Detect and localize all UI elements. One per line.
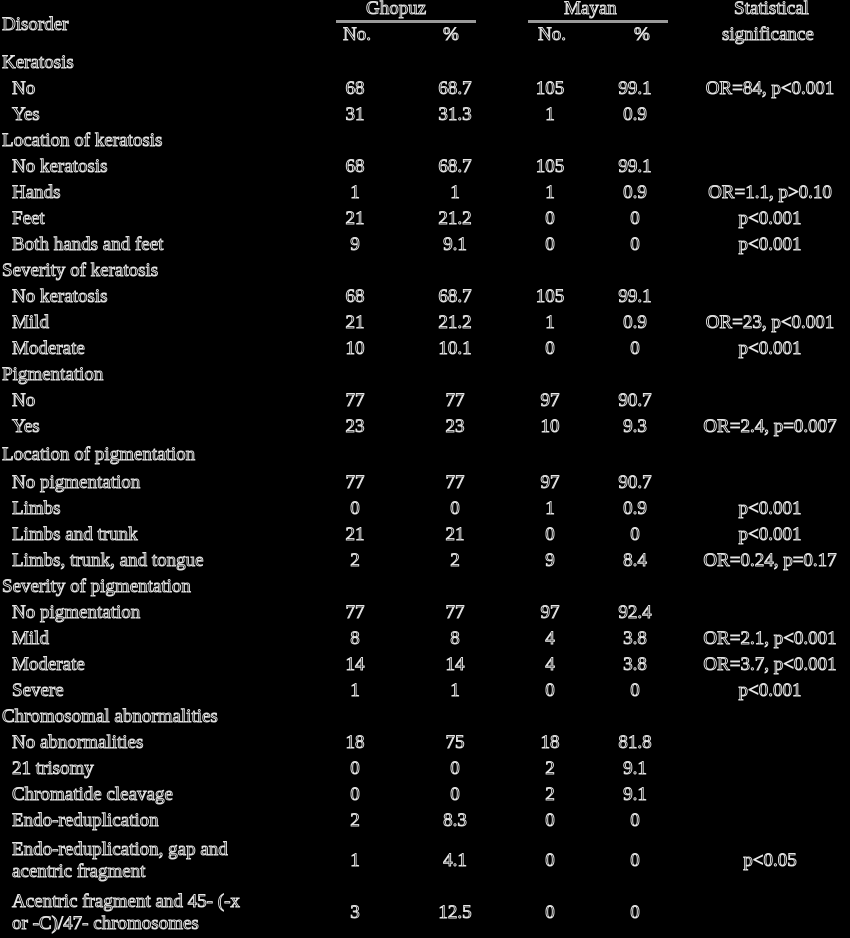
section-label: Location of keratosis [2,130,163,151]
ghopuz-no-cell: 3 [350,902,360,923]
mayan-no-cell: 0 [545,680,555,701]
significance-cell: p<0.05 [743,850,797,871]
ghopuz-pct-cell: 1 [450,182,460,203]
mayan-no-cell: 1 [545,182,555,203]
row-label-line2: acentric fragment [12,861,146,882]
significance-cell: p<0.001 [738,338,802,359]
ghopuz-no-cell: 77 [345,390,365,411]
table-row [0,756,850,782]
ghopuz-no-cell: 8 [350,628,360,649]
significance-cell: OR=1.1, p>0.10 [708,182,832,203]
ghopuz-pct-cell: 0 [450,498,460,519]
ghopuz-no-cell: 10 [345,338,365,359]
mayan-no-cell: 105 [535,78,565,99]
row-label: Chromatide cleavage [12,784,173,805]
mayan-no-cell: 105 [535,286,565,307]
section-label: Location of pigmentation [2,444,196,465]
ghopuz-pct-cell: 77 [445,390,465,411]
mayan-no-cell: 97 [540,390,560,411]
row-label: Hands [12,182,61,203]
ghopuz-pct-cell: 14 [445,654,465,675]
section-header-row [0,704,850,730]
header-mayan-pct: % [634,24,650,45]
ghopuz-pct-cell: 68.7 [438,286,472,307]
table-row [0,600,850,626]
row-label-line1: Acentric fragment and 45- (-x [12,891,240,912]
ghopuz-no-cell: 14 [345,654,365,675]
mayan-no-cell: 1 [545,498,555,519]
significance-cell: OR=2.1, p<0.001 [703,628,837,649]
section-label: Pigmentation [2,364,104,385]
ghopuz-pct-cell: 1 [450,680,460,701]
row-label: Feet [12,208,45,229]
ghopuz-pct-cell: 21 [445,524,465,545]
row-label: Limbs and trunk [12,524,138,545]
ghopuz-no-cell: 0 [350,498,360,519]
ghopuz-no-cell: 1 [350,182,360,203]
mayan-pct-cell: 0 [630,850,640,871]
table-row [0,232,850,258]
row-label: Moderate [12,654,85,675]
row-label: Endo-reduplication [12,810,159,831]
mayan-no-cell: 4 [545,654,555,675]
section-label: Keratosis [2,52,74,73]
ghopuz-no-cell: 21 [345,524,365,545]
ghopuz-no-cell: 77 [345,602,365,623]
mayan-pct-cell: 99.1 [618,78,652,99]
ghopuz-pct-cell: 77 [445,602,465,623]
row-label [12,891,240,935]
section-header-row [0,574,850,600]
mayan-no-cell: 10 [540,416,560,437]
mayan-no-cell: 97 [540,602,560,623]
table-row [0,154,850,180]
row-label-line2: or -C)/47- chromosomes [12,913,199,934]
ghopuz-no-cell: 9 [350,234,360,255]
ghopuz-pct-cell: 12.5 [438,902,472,923]
ghopuz-pct-cell: 68.7 [438,156,472,177]
mayan-pct-cell: 0.9 [623,498,647,519]
ghopuz-pct-cell: 23 [445,416,465,437]
row-label: No keratosis [12,286,108,307]
table-row [0,626,850,652]
row-label: 21 trisomy [12,758,94,779]
table-row [0,652,850,678]
ghopuz-pct-cell: 10.1 [438,338,472,359]
ghopuz-no-cell: 1 [350,680,360,701]
mayan-pct-cell: 3.8 [623,628,647,649]
row-label: No pigmentation [12,472,141,493]
mayan-no-cell: 105 [535,156,565,177]
header-rule-ghopuz [336,20,476,23]
header-disorder: Disorder [2,14,69,35]
mayan-pct-cell: 0 [630,902,640,923]
ghopuz-pct-cell: 2 [450,550,460,571]
row-label: Limbs, trunk, and tongue [12,550,204,571]
header-ghopuz-no: No. [343,24,371,45]
mayan-pct-cell: 0 [630,208,640,229]
row-label: Limbs [12,498,61,519]
row-label: Yes [12,104,40,125]
significance-cell: p<0.001 [738,234,802,255]
ghopuz-no-cell: 77 [345,472,365,493]
table-row [0,414,850,440]
table-row [0,310,850,336]
section-header-row [0,258,850,284]
row-label [12,839,228,883]
row-label: Mild [12,628,49,649]
ghopuz-pct-cell: 31.3 [438,104,472,125]
mayan-no-cell: 0 [545,850,555,871]
ghopuz-pct-cell: 8 [450,628,460,649]
mayan-pct-cell: 9.3 [623,416,647,437]
ghopuz-pct-cell: 0 [450,784,460,805]
ghopuz-pct-cell: 9.1 [443,234,467,255]
ghopuz-pct-cell: 68.7 [438,78,472,99]
header-mayan-no: No. [538,24,566,45]
ghopuz-no-cell: 23 [345,416,365,437]
mayan-no-cell: 0 [545,524,555,545]
row-label: No keratosis [12,156,108,177]
mayan-pct-cell: 0 [630,338,640,359]
row-label: Moderate [12,338,85,359]
mayan-no-cell: 18 [540,732,560,753]
table-row [0,678,850,704]
mayan-pct-cell: 0 [630,810,640,831]
table-row [0,388,850,414]
mayan-pct-cell: 0 [630,680,640,701]
mayan-no-cell: 2 [545,758,555,779]
significance-cell: OR=0.24, p=0.17 [703,550,837,571]
significance-cell: p<0.001 [738,680,802,701]
header-rule-mayan [528,20,668,23]
mayan-pct-cell: 90.7 [618,472,652,493]
row-label: No [12,390,36,411]
significance-cell: OR=84, p<0.001 [705,78,835,99]
significance-cell: p<0.001 [738,498,802,519]
mayan-pct-cell: 9.1 [623,758,647,779]
table-row [0,548,850,574]
section-label: Chromosomal abnormalities [2,706,218,727]
section-header-row [0,128,850,154]
section-header-row [0,362,850,388]
mayan-pct-cell: 0.9 [623,182,647,203]
table-header [0,0,850,55]
ghopuz-pct-cell: 0 [450,758,460,779]
row-label: Mild [12,312,49,333]
significance-cell: OR=2.4, p=0.007 [703,416,837,437]
mayan-pct-cell: 8.4 [623,550,647,571]
mayan-no-cell: 1 [545,312,555,333]
ghopuz-pct-cell: 21.2 [438,312,472,333]
mayan-pct-cell: 0 [630,234,640,255]
ghopuz-pct-cell: 75 [445,732,465,753]
mayan-no-cell: 4 [545,628,555,649]
mayan-pct-cell: 0.9 [623,104,647,125]
mayan-no-cell: 9 [545,550,555,571]
row-label: Both hands and feet [12,234,164,255]
row-label: Yes [12,416,40,437]
table-row [0,496,850,522]
ghopuz-no-cell: 2 [350,810,360,831]
significance-cell: OR=3.7, p<0.001 [703,654,837,675]
row-label: No pigmentation [12,602,141,623]
mayan-no-cell: 0 [545,902,555,923]
row-label: Severe [12,680,64,701]
table-row [0,836,850,886]
mayan-pct-cell: 99.1 [618,286,652,307]
ghopuz-no-cell: 18 [345,732,365,753]
row-label: No [12,78,36,99]
table-row [0,782,850,808]
table-row [0,206,850,232]
ghopuz-no-cell: 68 [345,286,365,307]
table-row [0,76,850,102]
mayan-pct-cell: 9.1 [623,784,647,805]
table-row [0,336,850,362]
mayan-pct-cell: 90.7 [618,390,652,411]
mayan-no-cell: 0 [545,208,555,229]
row-label: No abnormalities [12,732,144,753]
table-row [0,888,850,938]
header-significance-line2: significance [722,24,814,45]
mayan-pct-cell: 3.8 [623,654,647,675]
mayan-pct-cell: 0.9 [623,312,647,333]
mayan-pct-cell: 99.1 [618,156,652,177]
table-row [0,730,850,756]
section-header-row [0,442,850,468]
table-row [0,284,850,310]
table-row [0,102,850,128]
mayan-no-cell: 0 [545,234,555,255]
table-row [0,522,850,548]
mayan-no-cell: 0 [545,810,555,831]
ghopuz-pct-cell: 77 [445,472,465,493]
ghopuz-no-cell: 68 [345,156,365,177]
ghopuz-no-cell: 68 [345,78,365,99]
mayan-pct-cell: 81.8 [618,732,652,753]
header-significance-line1: Statistical [734,0,809,19]
table-row [0,180,850,206]
ghopuz-no-cell: 21 [345,208,365,229]
ghopuz-no-cell: 31 [345,104,365,125]
header-ghopuz-pct: % [443,24,459,45]
ghopuz-pct-cell: 21.2 [438,208,472,229]
mayan-no-cell: 2 [545,784,555,805]
header-group-mayan: Mayan [564,0,617,19]
ghopuz-no-cell: 21 [345,312,365,333]
mayan-pct-cell: 92.4 [618,602,652,623]
ghopuz-pct-cell: 8.3 [443,810,467,831]
mayan-pct-cell: 0 [630,524,640,545]
ghopuz-no-cell: 2 [350,550,360,571]
section-label: Severity of keratosis [2,260,159,281]
ghopuz-no-cell: 0 [350,758,360,779]
ghopuz-no-cell: 1 [350,850,360,871]
mayan-no-cell: 1 [545,104,555,125]
table-row [0,470,850,496]
ghopuz-pct-cell: 4.1 [443,850,467,871]
header-group-ghopuz: Ghopuz [366,0,427,19]
row-label-line1: Endo-reduplication, gap and [12,839,228,860]
section-label: Severity of pigmentation [2,576,191,597]
significance-cell: OR=23, p<0.001 [705,312,835,333]
significance-cell: p<0.001 [738,524,802,545]
mayan-no-cell: 97 [540,472,560,493]
ghopuz-no-cell: 0 [350,784,360,805]
mayan-no-cell: 0 [545,338,555,359]
table-row [0,808,850,834]
significance-cell: p<0.001 [738,208,802,229]
section-header-row [0,50,850,76]
